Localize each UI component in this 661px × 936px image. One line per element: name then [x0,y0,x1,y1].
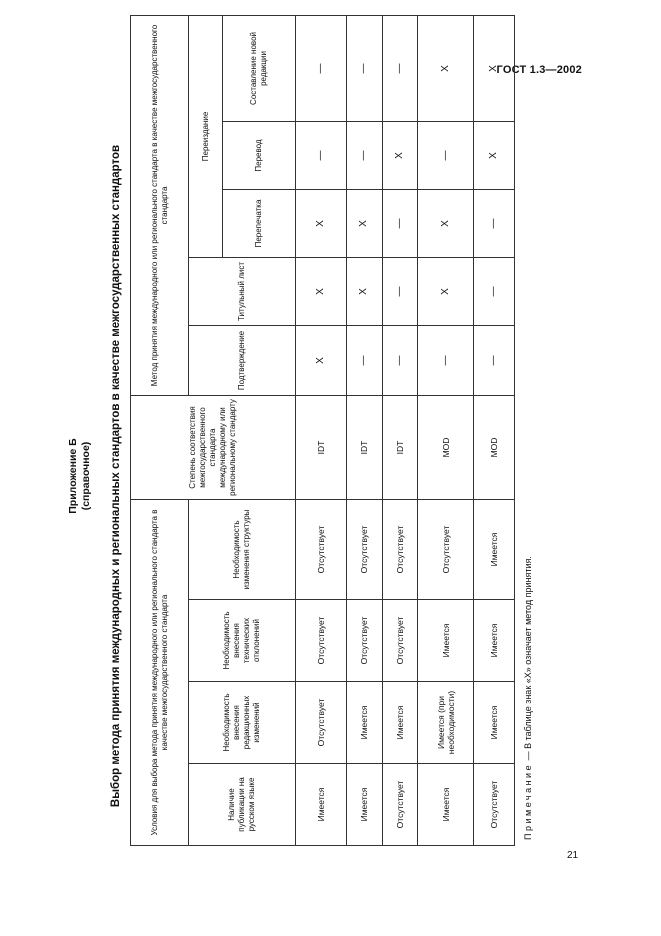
cell-title-page: X [346,258,382,326]
cell-technical: Имеется [474,600,515,682]
header-reissue-group: Переиздание [189,15,223,257]
cell-new-edition: X [418,15,474,121]
header-technical: Необходимость внесения технических отклонений [189,600,296,682]
cell-endorsement: X [296,326,347,396]
table-note [523,556,533,840]
appendix-subtitle: (справочное) [80,441,92,511]
cell-new-edition: — [382,15,418,121]
cell-structure: Имеется [474,500,515,600]
table-row [418,15,474,845]
cell-translation: X [474,122,515,190]
cell-publication: Имеется [346,764,382,846]
cell-technical: Имеется [418,600,474,682]
cell-degree: IDT [382,396,418,500]
cell-new-edition: X [474,15,515,121]
page-number: 21 [567,850,579,861]
table-row [296,15,347,845]
cell-technical: Отсутствует [296,600,347,682]
cell-reprint: X [296,190,347,258]
table-row [382,15,418,845]
header-endorsement: Подтверждение [189,326,296,396]
document-code: ГОСТ 1.3—2002 [496,64,582,76]
appendix-heading [67,96,93,856]
cell-technical: Отсутствует [346,600,382,682]
cell-degree: MOD [474,396,515,500]
note-label: Примечание [523,762,533,840]
table-row [474,15,515,845]
cell-translation: — [346,122,382,190]
cell-endorsement: — [382,326,418,396]
cell-reprint: X [418,190,474,258]
cell-structure: Отсутствует [346,500,382,600]
table-row [346,15,382,845]
cell-endorsement: — [474,326,515,396]
header-method-group: Метод принятия международного или регионального стандарта в качестве межгосударственного стандарта [131,15,189,395]
header-translation: Перевод [223,122,296,190]
cell-title-page: — [474,258,515,326]
cell-new-edition: — [346,15,382,121]
page-title: Выбор метода принятия международных и региональных стандартов в качестве межгосударственных стандартов [110,144,122,808]
cell-new-edition: — [296,15,347,121]
cell-editorial: Имеется (при необходимости) [418,682,474,764]
cell-publication: Отсутствует [382,764,418,846]
cell-title-page: X [418,258,474,326]
cell-reprint: — [474,190,515,258]
cell-publication: Имеется [418,764,474,846]
cell-translation: — [296,122,347,190]
cell-degree: IDT [346,396,382,500]
header-conditions-group: Условия для выбора метода принятия международного или регионального стандарта в качестве межгосударственного стандарта [131,500,189,846]
header-title-page: Титульный лист [189,258,296,326]
cell-endorsement: — [346,326,382,396]
cell-publication: Имеется [296,764,347,846]
header-new-edition: Составление новой редакции [223,15,296,121]
cell-reprint: — [382,190,418,258]
cell-structure: Отсутствует [382,500,418,600]
header-publication: Наличие публикации на русском языке [189,764,296,846]
header-degree: Степень соответствия межгосударственного стандарта международному или региональному стандарту [131,396,296,500]
header-editorial: Необходимость внесения редакционных изменений [189,682,296,764]
cell-reprint: X [346,190,382,258]
cell-editorial: Имеется [382,682,418,764]
cell-degree: IDT [296,396,347,500]
cell-endorsement: — [418,326,474,396]
cell-editorial: Имеется [346,682,382,764]
cell-translation: — [418,122,474,190]
cell-translation: X [382,122,418,190]
note-text: — В таблице знак «X» означает метод принятия. [523,556,533,763]
cell-editorial: Имеется [474,682,515,764]
cell-editorial: Отсутствует [296,682,347,764]
cell-technical: Отсутствует [382,600,418,682]
cell-publication: Отсутствует [474,764,515,846]
header-structure: Необходимость изменения структуры [189,500,296,600]
appendix-title: Приложение Б [67,438,79,514]
header-reprint: Перепечатка [223,190,296,258]
cell-title-page: X [296,258,347,326]
adoption-method-table [130,15,515,846]
cell-structure: Отсутствует [296,500,347,600]
cell-structure: Отсутствует [418,500,474,600]
cell-title-page: — [382,258,418,326]
cell-degree: MOD [418,396,474,500]
